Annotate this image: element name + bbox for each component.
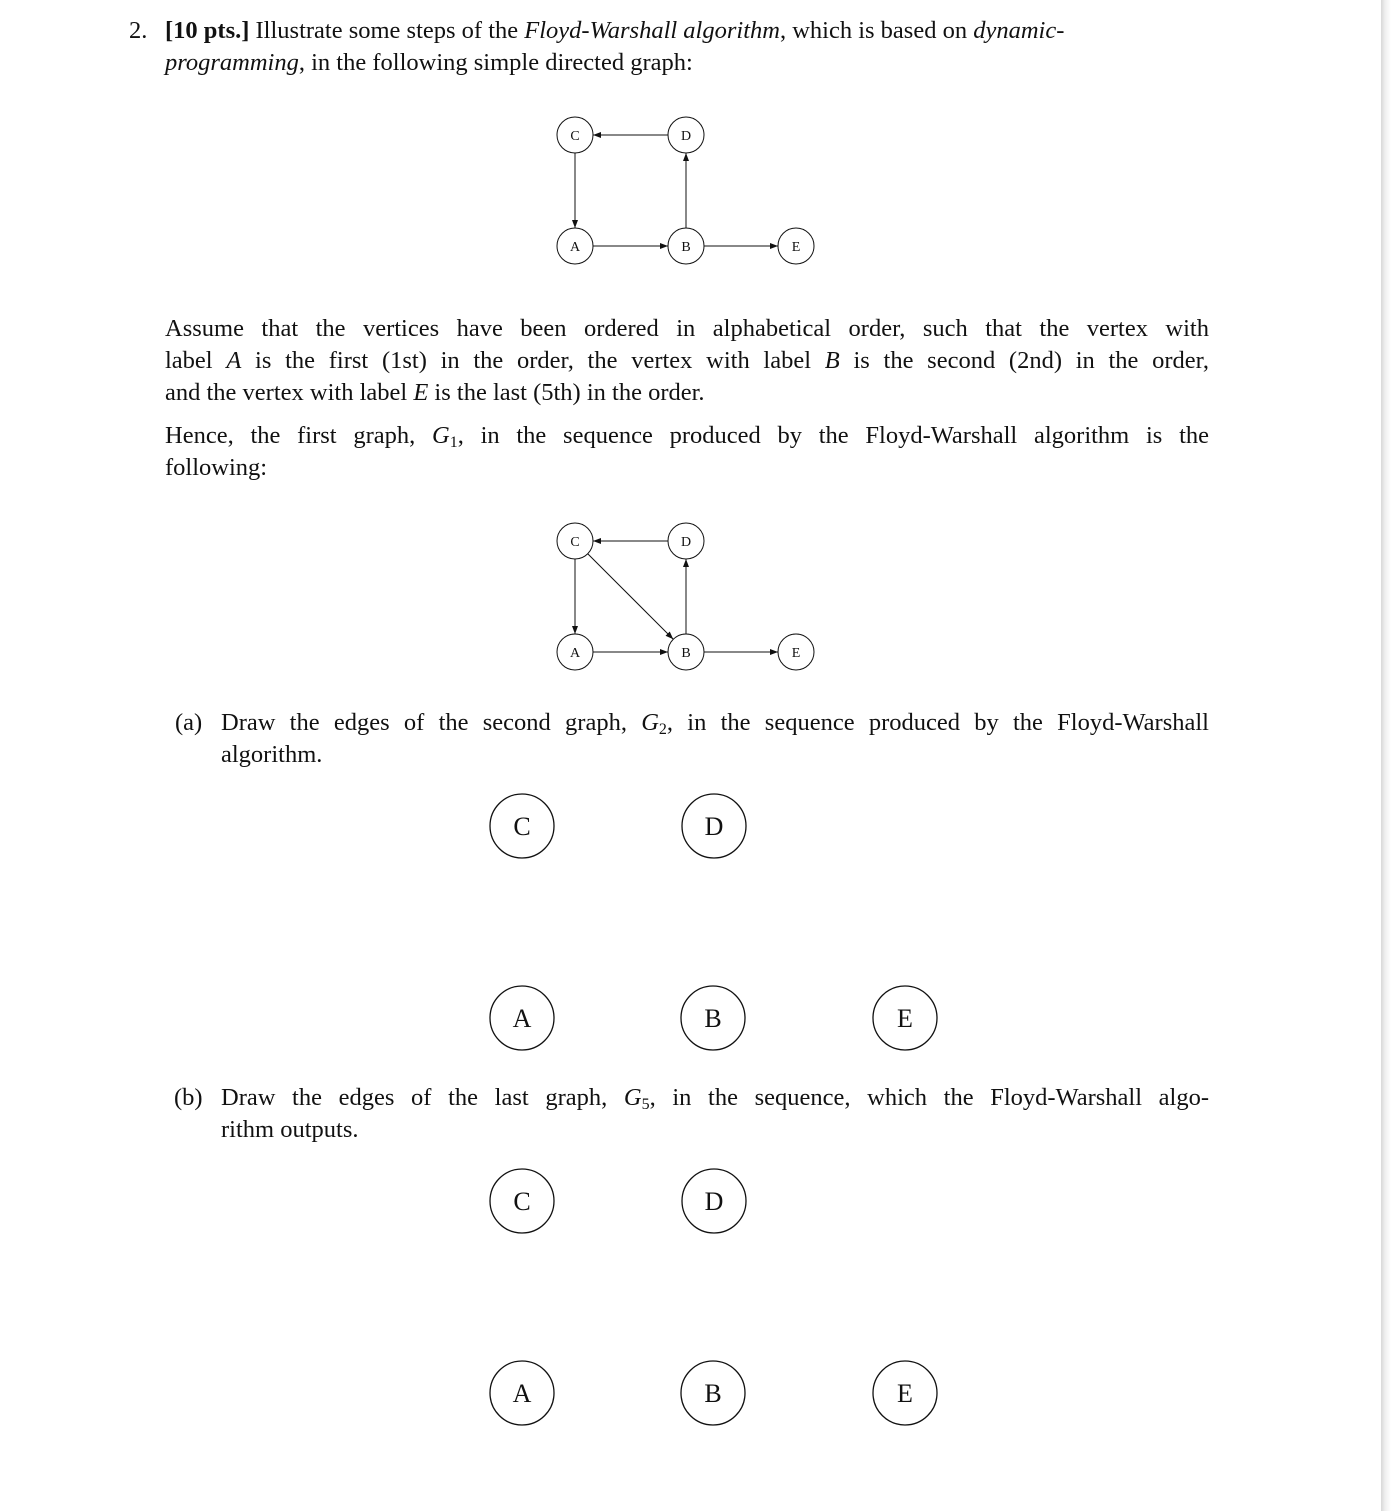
g1-node-label-e: E	[791, 646, 801, 661]
g1-var: G	[432, 422, 450, 449]
question-number: 2.	[129, 17, 148, 44]
part-b-node-a[interactable]	[490, 1361, 554, 1425]
var-e: E	[413, 379, 429, 406]
part-b-sub: 5	[641, 1096, 650, 1113]
part-b-line-1a: Draw the edges of the last graph,	[221, 1084, 624, 1111]
part-a-node-label-e: E	[897, 1004, 913, 1033]
original-node-label-a: A	[569, 240, 581, 255]
original-node-label-b: B	[681, 240, 691, 255]
order-line-2a: label	[165, 347, 227, 374]
part-b-node-d[interactable]	[682, 1169, 746, 1233]
part-a-node-label-d: D	[704, 812, 724, 841]
g1-line-1a: Hence, the first graph,	[165, 422, 432, 449]
g1-node-label-a: A	[569, 646, 581, 661]
technique-part2: programming	[165, 49, 299, 76]
part-a-node-label-b: B	[704, 1004, 722, 1033]
order-line-1: Assume that the vertices have been ordered in alphabetical order, such that the vertex with	[165, 315, 1209, 342]
part-a-node-label-a: A	[512, 1004, 532, 1033]
intro-text-1: Illustrate some steps of the	[249, 17, 525, 44]
part-b-node-label-b: B	[704, 1379, 722, 1408]
original-node-label-e: E	[791, 240, 801, 255]
var-b: B	[824, 347, 840, 374]
part-a-line-1b: , in the sequence produced by the Floyd-Warshall	[666, 709, 1209, 736]
original-node-label-c: C	[570, 129, 580, 144]
part-b-node-label-d: D	[704, 1187, 724, 1216]
part-a-sub: 2	[658, 721, 667, 738]
intro-text-3: , in the following simple directed graph:	[298, 49, 693, 76]
part-b-node-b[interactable]	[681, 1361, 745, 1425]
part-b-label: (b)	[174, 1084, 203, 1111]
question-points: [10 pts.]	[165, 17, 250, 44]
algorithm-name: Floyd-Warshall algorithm	[524, 17, 780, 44]
part-b-node-e[interactable]	[873, 1361, 937, 1425]
intro-text-2: , which is based on	[779, 17, 974, 44]
g1-node-label-b: B	[681, 646, 691, 661]
order-line-2b: is the first (1st) in the order, the vertex with label	[241, 347, 825, 374]
part-b-node-label-e: E	[897, 1379, 913, 1408]
g1-node-label-c: C	[570, 535, 580, 550]
part-b-node-label-c: C	[513, 1187, 531, 1216]
order-line-3b: is the last (5th) in the order.	[428, 379, 705, 406]
original-node-label-d: D	[680, 129, 692, 144]
part-a-node-label-c: C	[513, 812, 531, 841]
technique-part1: dynamic-	[973, 17, 1065, 44]
part-a-line-2: algorithm.	[221, 741, 323, 768]
part-b-line-1b: , in the sequence, which the Floyd-Warshall algo-	[649, 1084, 1209, 1111]
part-a-var: G	[641, 709, 659, 736]
part-b-node-c[interactable]	[490, 1169, 554, 1233]
order-line-2c: is the second (2nd) in the order,	[839, 347, 1209, 374]
part-b-var: G	[623, 1084, 642, 1111]
part-b-node-label-a: A	[512, 1379, 532, 1408]
g1-line-1b: , in the sequence produced by the Floyd-Warshall algorithm is the	[457, 422, 1210, 449]
g1-line-2: following:	[165, 454, 268, 481]
part-b-line-2: rithm outputs.	[221, 1116, 359, 1143]
var-a: A	[226, 347, 242, 374]
order-line-3a: and the vertex with label	[165, 379, 414, 406]
g1-node-label-d: D	[680, 535, 692, 550]
part-a-line-1a: Draw the edges of the second graph,	[221, 709, 642, 736]
part-a-label: (a)	[175, 709, 203, 736]
g1-sub: 1	[449, 434, 458, 451]
